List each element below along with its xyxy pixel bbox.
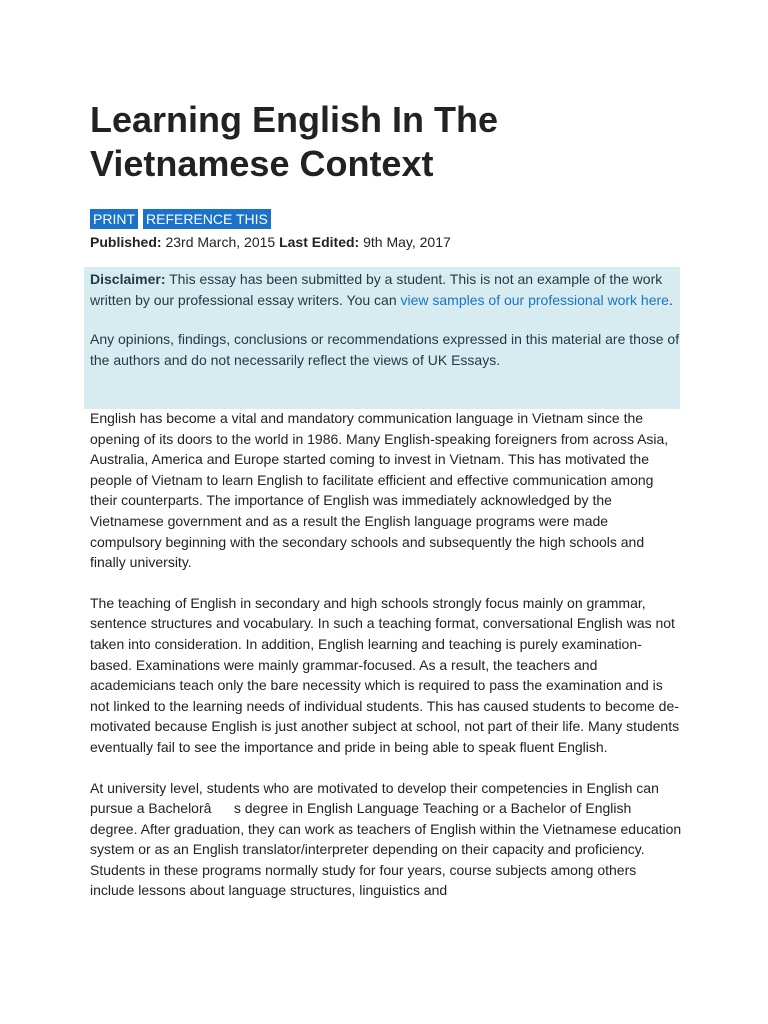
disclaimer-text-end: .: [668, 292, 673, 308]
disclaimer-paragraph: [90, 269, 680, 311]
disclaimer-box: [84, 267, 680, 409]
body-paragraph: English has become a vital and mandatory communication language in Vietnam since the opening of its doors to the world in 1986. Many English-speaking foreigners from across Asia, Australia, America and Europe started coming to invest in Vietnam. This has motivated the people of Vietnam to learn English to facilitate efficient and effective communication among their counterparts. The importance of English was immediately acknowledged by the Vietnamese government and as a result the English language programs were made compulsory beginning with the secondary schools and subsequently the high schools and finally university.: [90, 410, 669, 571]
professional-samples-link[interactable]: view samples of our professional work here: [400, 292, 669, 308]
body-paragraph: At university level, students who are motivated to develop their competencies in English can pursue a Bachelorâs degree in English Language Teaching or a Bachelor of English degree. After graduation, they can work as teachers of English within the Vietnamese education system or as an English translator/interpreter depending on their capacity and proficiency. Students in these programs normally study for four years, course subjects among others include lessons about language structures, linguistics and: [90, 779, 682, 899]
reference-this-button[interactable]: REFERENCE THIS: [143, 209, 271, 229]
article-body: [90, 408, 682, 921]
article-title: Learning English In The Vietnamese Context: [90, 99, 499, 184]
disclaimer-label: Disclaimer:: [90, 271, 166, 287]
disclaimer-text: This essay has been submitted by a student. This is not an example of the work written by our professional essay writers. You can: [90, 271, 663, 308]
published-date: 23rd March, 2015: [165, 234, 276, 250]
last-edited-date: 9th May, 2017: [363, 234, 451, 250]
last-edited-label: Last Edited:: [279, 234, 360, 250]
print-button[interactable]: PRINT: [90, 209, 138, 229]
article-meta: [90, 232, 451, 252]
article-actions: [90, 209, 271, 229]
disclaimer-note: Any opinions, findings, conclusions or recommendations expressed in this material are those of the authors and do not necessarily reflect the views of UK Essays.: [90, 331, 680, 368]
published-label: Published:: [90, 234, 162, 250]
body-paragraph: The teaching of English in secondary and high schools strongly focus mainly on grammar, sentence structures and vocabulary. In such a teaching format, conversational English was not taken into consideration. In addition, English learning and teaching is purely examination-based. Examinations were mainly grammar-focused. As a result, the teachers and academicians teach only the bare necessity which is required to pass the examination and is not linked to the learning needs of individual students. This has caused students to become de-motivated because English is just another subject at school, not part of their life. Many students eventually fail to see the importance and pride in being able to speak fluent English.: [90, 594, 680, 755]
